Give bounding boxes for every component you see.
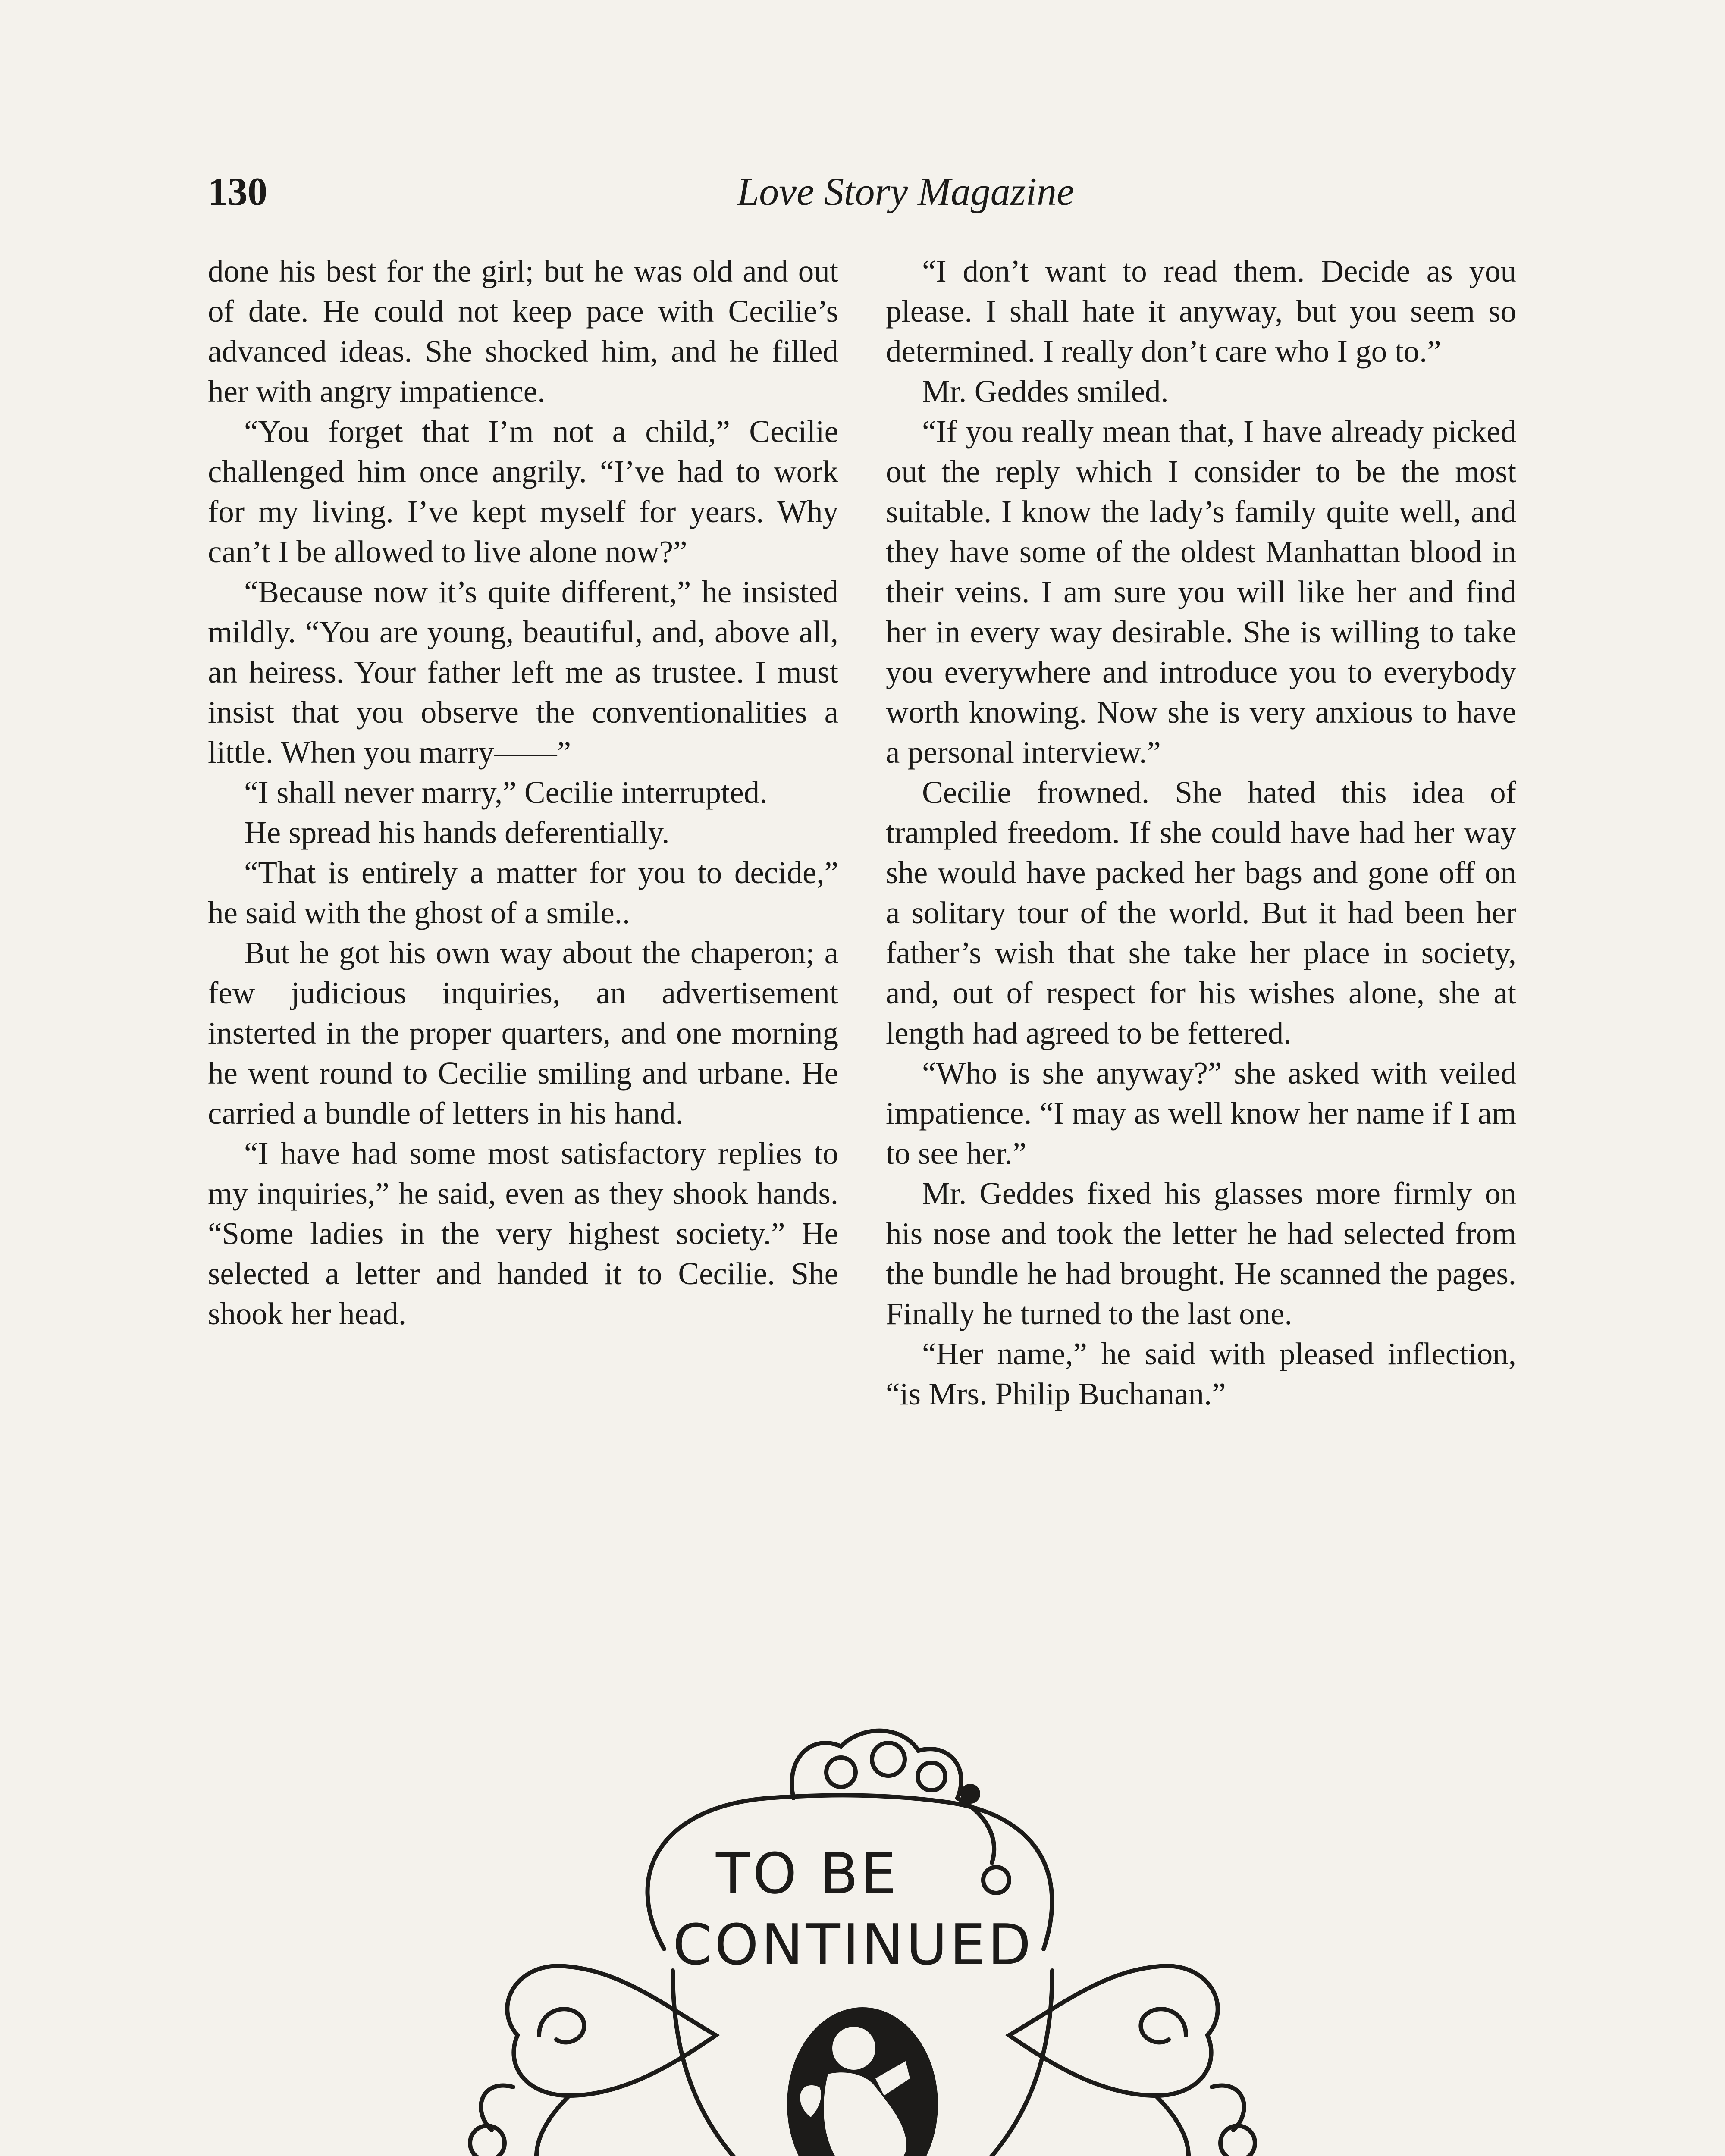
paragraph: “Because now it’s quite different,” he insisted mildly. “You are young, beautiful, and, above all, an heiress. Your father left me as trustee. I must insist that you observe the conventionalities a little. When you marry——” <box>208 574 838 770</box>
left-tendril <box>481 2085 513 2130</box>
ornament-text-line-2: CONTINUED <box>673 1912 1034 1977</box>
left-stem <box>536 2096 569 2156</box>
magazine-title: Love Story Magazine <box>737 169 1074 213</box>
paragraph: done his best for the girl; but he was old and out of date. He could not keep pace with Cecilie’s advanced ideas. She shocked him, and he filled her with angry impatience. <box>208 254 838 409</box>
paragraph: “I shall never marry,” Cecilie interrupted. <box>244 775 768 810</box>
right-ring <box>1220 2126 1255 2156</box>
paragraph: He spread his hands deferentially. <box>244 815 670 850</box>
vine-bud <box>963 1786 978 1802</box>
right-stem <box>1156 2096 1189 2156</box>
vine-curl <box>983 1867 1009 1893</box>
paragraph: “That is entirely a matter for you to decide,” he said with the ghost of a smile.. <box>208 855 838 930</box>
left-column <box>208 251 838 1334</box>
paragraph: “If you really mean that, I have already picked out the reply which I consider to be the most suitable. I know the lady’s family quite well, and they have some of the oldest Manhattan blood in their veins. I am sure you will like her and find her in every way desirable. She is willing to take you everywhere and introduce you to everybody worth knowing. Now she is very anxious to have a personal interview.” <box>886 414 1516 770</box>
paragraph: “You forget that I’m not a child,” Cecilie challenged him once angrily. “I’ve had to work for my living. I’ve kept myself for years. Why can’t I be allowed to live alone now?” <box>208 414 838 569</box>
flower-icon <box>826 1758 856 1787</box>
paragraph: “I have had some most satisfactory replies to my inquiries,” he said, even as they shook hands. “Some ladies in the very highest society.” He selected a letter and handed it to Cecilie. She shook her head. <box>208 1136 838 1331</box>
vine <box>957 1798 994 1863</box>
paragraph: Mr. Geddes fixed his glasses more firmly on his nose and took the letter he had selected from the bundle he had brought. He scanned the pages. Finally he turned to the last one. <box>886 1176 1516 1331</box>
paragraph: “I don’t want to read them. Decide as you please. I shall hate it anyway, but you seem so determined. I really don’t care who I go to.” <box>886 254 1516 369</box>
flower-icon <box>918 1763 945 1790</box>
right-tendril <box>1212 2085 1244 2130</box>
left-curl <box>539 2009 584 2042</box>
left-ring <box>470 2126 505 2156</box>
paragraph: Cecilie frowned. She hated this idea of trampled freedom. If she could have had her way she would have packed her bags and gone off on a solitary tour of the world. But it had been her father’s wish that she take her place in society, and, out of respect for his wishes alone, she at length had agreed to be fettered. <box>886 775 1516 1050</box>
paragraph: “Who is she anyway?” she asked with veiled impatience. “I may as well know her name if I am to see her.” <box>886 1056 1516 1171</box>
page-number: 130 <box>208 169 267 213</box>
paragraph: “Her name,” he said with pleased inflection, “is Mrs. Philip Buchanan.” <box>886 1336 1516 1411</box>
right-curl <box>1141 2009 1186 2042</box>
paragraph: Mr. Geddes smiled. <box>922 374 1169 409</box>
ornament-frame <box>440 1708 1285 2156</box>
flower-icon <box>872 1743 905 1776</box>
paragraph: But he got his own way about the chaperon; a few judicious inquiries, an advertisement insterted in the proper quarters, and one morning he went round to Cecilie smiling and urbane. He carried a bundle of letters in his hand. <box>208 935 838 1131</box>
to-be-continued-ornament <box>440 1708 1285 2156</box>
right-column <box>886 251 1516 1414</box>
ornament-text-line-1: TO BE <box>716 1841 899 1906</box>
